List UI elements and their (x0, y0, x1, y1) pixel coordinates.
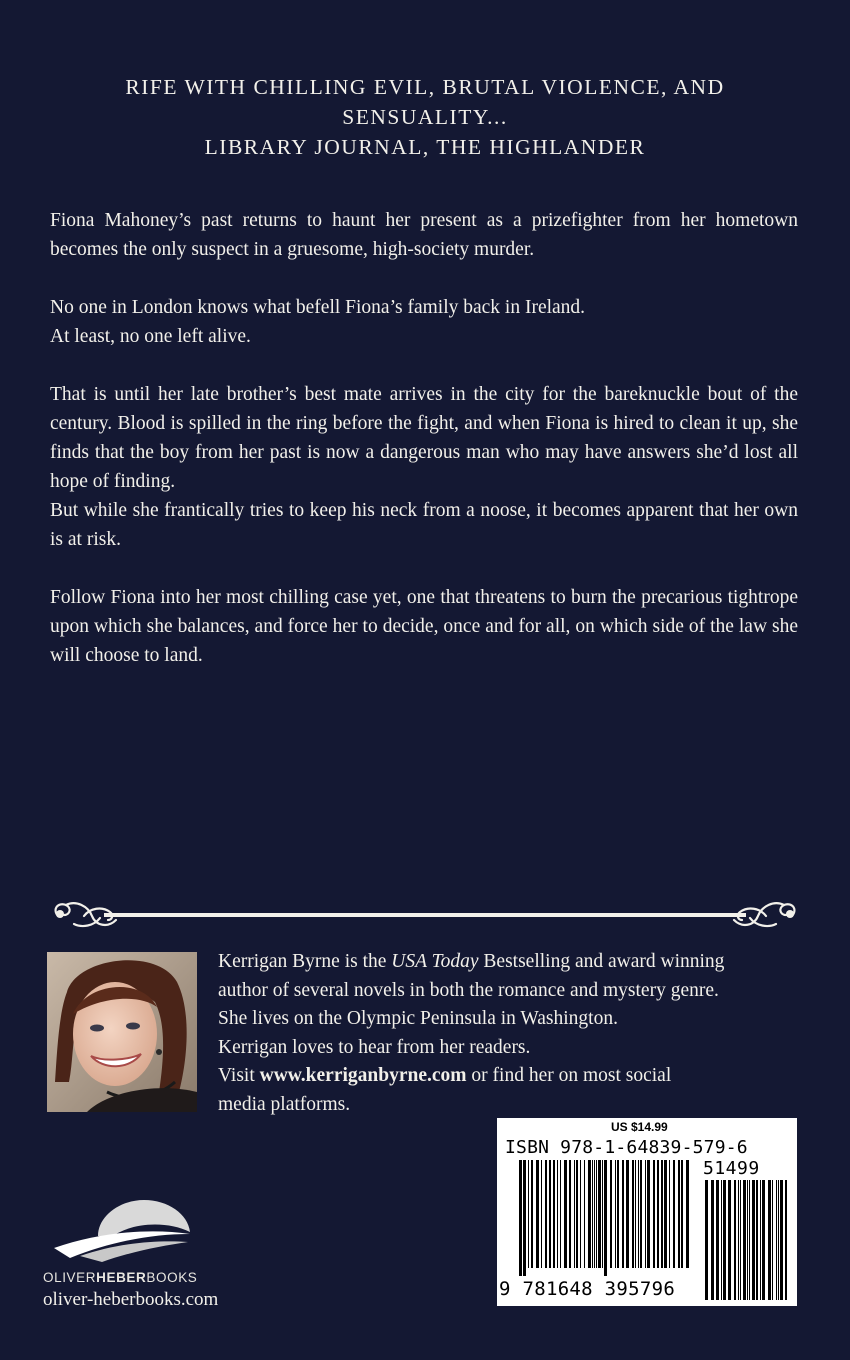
publisher-name (43, 1270, 213, 1285)
bio-line-6: media platforms. (218, 1093, 351, 1115)
blurb-paragraph-2 (50, 293, 798, 351)
bio-line-4: Kerrigan loves to hear from her readers. (218, 1036, 531, 1058)
blurb-paragraph-2-line-1: No one in London knows what befell Fiona’s family back in Ireland. (50, 297, 586, 318)
ean-digits: 9 781648 395796 (499, 1278, 676, 1300)
author-bio (218, 948, 808, 1119)
bio-usa-today: USA Today (391, 951, 479, 972)
publisher-name-part: HEBER (96, 1270, 147, 1285)
blurb-paragraph-2-line-2: At least, no one left alive. (50, 326, 251, 347)
book-blurb (50, 206, 798, 699)
tagline-line-1: RIFE WITH CHILLING EVIL, BRUTAL VIOLENCE, AND (125, 75, 725, 99)
blurb-paragraph-5: Follow Fiona into her most chilling case yet, one that threatens to burn the precarious tightrope upon which she balances, and force her to decide, once and for all, on which side of the law she will choose to land. (50, 587, 798, 666)
bio-line-5 (218, 1062, 808, 1091)
bio-text: Visit (218, 1065, 260, 1086)
publisher-name-part: BOOKS (146, 1270, 198, 1285)
publisher-url: oliver-heberbooks.com (43, 1289, 219, 1310)
author-website: www.kerriganbyrne.com (259, 1065, 467, 1086)
ornamental-divider (44, 896, 806, 936)
bio-text: Kerrigan Byrne is the (218, 951, 392, 972)
blurb-paragraph-3: That is until her late brother’s best mate arrives in the city for the bareknuckle bout of the century. Blood is spilled in the ring before the fight, and when Fiona is hired to clean it up, she finds that the boy from her past is now a dangerous man who may have answers she’d lost all hope of finding. (50, 384, 798, 492)
bio-line-2: author of several novels in both the romance and mystery genre. (218, 979, 719, 1001)
price-label: US $14.99 (611, 1120, 668, 1134)
blurb-paragraph-1: Fiona Mahoney’s past returns to haunt her present as a prizefighter from her hometown becomes the only suspect in a gruesome, high-society murder. (50, 210, 798, 260)
isbn-barcode (497, 1118, 797, 1306)
bio-text: or find her on most social (466, 1065, 672, 1086)
addon-number: 51499 (703, 1158, 760, 1179)
author-photo (47, 952, 197, 1112)
publisher-logo-icon (40, 1196, 240, 1266)
isbn-text: ISBN 978-1-64839-579-6 (505, 1137, 748, 1158)
bio-line-1 (218, 948, 808, 977)
review-tagline (60, 72, 790, 162)
blurb-paragraph-4: But while she frantically tries to keep his neck from a noose, it becomes apparent that her own is at risk. (50, 500, 798, 550)
bio-line-3: She lives on the Olympic Peninsula in Washington. (218, 1008, 618, 1029)
tagline-line-2: SENSUALITY... (342, 105, 508, 129)
publisher-name-part: OLIVER (43, 1270, 97, 1285)
tagline-attribution: LIBRARY JOURNAL, THE HIGHLANDER (204, 135, 646, 159)
bio-text: Bestselling and award winning (478, 951, 725, 972)
